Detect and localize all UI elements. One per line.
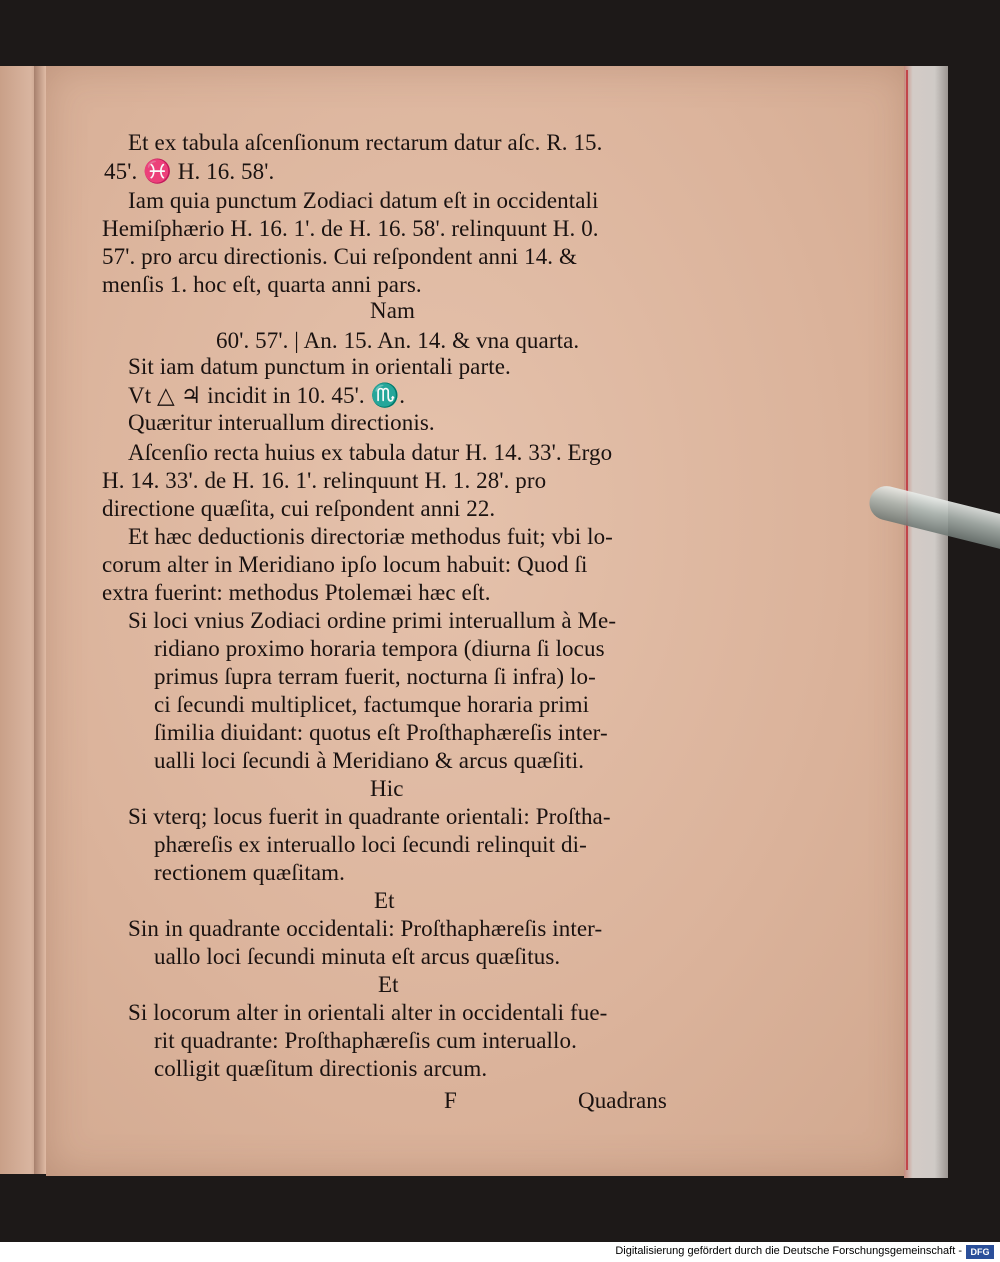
text-line: Sin in quadrante occidentali: Proſthaphæreſis inter-	[128, 916, 603, 941]
text-line: Quæritur interuallum directionis.	[128, 410, 435, 435]
text-line: Si locorum alter in orientali alter in occidentali fue-	[128, 1000, 608, 1025]
text-line: ualli loci ſecundi à Meridiano & arcus quæſiti.	[154, 748, 585, 773]
text-line: Si loci vnius Zodiaci ordine primi interuallum à Me-	[128, 608, 617, 633]
text-line-centered: Hic	[370, 776, 404, 801]
text-line: Sit iam datum punctum in orientali parte.	[128, 354, 511, 379]
catchword: Quadrans	[578, 1088, 667, 1113]
text-line: Et hæc deductionis directoriæ methodus fuit; vbi lo-	[128, 524, 613, 549]
text-line: Et ex tabula aſcenſionum rectarum datur aſc. R. 15.	[128, 130, 603, 155]
text-line: ridiano proximo horaria tempora (diurna ſi locus	[154, 636, 605, 661]
text-line: Hemiſphærio H. 16. 1'. de H. 16. 58'. relinquunt H. 0.	[102, 216, 599, 241]
text-line: Iam quia punctum Zodiaci datum eſt in occidentali	[128, 188, 599, 213]
text-line-centered: Nam	[370, 298, 416, 323]
footer-credit: Digitalisierung gefördert durch die Deutsche Forschungsgemeinschaft -	[615, 1245, 962, 1257]
text-line-centered: Et	[374, 888, 395, 913]
page-edge-right	[904, 66, 948, 1178]
previous-page-fold	[34, 66, 46, 1174]
text-line: menſis 1. hoc eſt, quarta anni pars.	[102, 272, 422, 297]
text-line: 57'. pro arcu directionis. Cui reſpondent anni 14. &	[102, 244, 577, 269]
text-line: extra fuerint: methodus Ptolemæi hæc eſt.	[102, 580, 491, 605]
text-line-centered: Et	[378, 972, 399, 997]
text-line: corum alter in Meridiano ipſo locum habuit: Quod ſi	[102, 552, 588, 577]
text-line: colligit quæſitum directionis arcum.	[154, 1056, 488, 1081]
text-line: rit quadrante: Proſthaphæreſis cum interuallo.	[154, 1028, 577, 1053]
text-line: primus ſupra terram fuerit, nocturna ſi infra) lo-	[154, 664, 596, 689]
text-line: directione quæſita, cui reſpondent anni 22.	[102, 496, 496, 521]
text-line: rectionem quæſitam.	[154, 860, 345, 885]
text-line: uallo loci ſecundi minuta eſt arcus quæſitus.	[154, 944, 561, 969]
text-line: ſimilia diuidant: quotus eſt Proſthaphæreſis inter-	[154, 720, 608, 745]
text-line: ci ſecundi multiplicet, factumque horaria primi	[154, 692, 590, 717]
text-line: Aſcenſio recta huius ex tabula datur H. 14. 33'. Ergo	[128, 440, 613, 465]
text-line: Si vterq; locus fuerit in quadrante orientali: Proſtha-	[128, 804, 611, 829]
text-line: Vt △ ♃ incidit in 10. 45'. ♏.	[128, 383, 406, 408]
page-red-edge	[906, 70, 908, 1170]
dfg-logo-icon: DFG	[966, 1245, 994, 1259]
signature-mark: F	[444, 1088, 457, 1113]
text-line: H. 14. 33'. de H. 16. 1'. relinquunt H. 1. 28'. pro	[102, 468, 547, 493]
text-line: phæreſis ex interuallo loci ſecundi relinquit di-	[154, 832, 587, 857]
text-line: 45'. ♓ H. 16. 58'.	[104, 159, 275, 184]
text-line: 60'. 57'. | An. 15. An. 14. & vna quarta.	[216, 328, 580, 353]
footer-bar	[0, 1242, 1000, 1262]
